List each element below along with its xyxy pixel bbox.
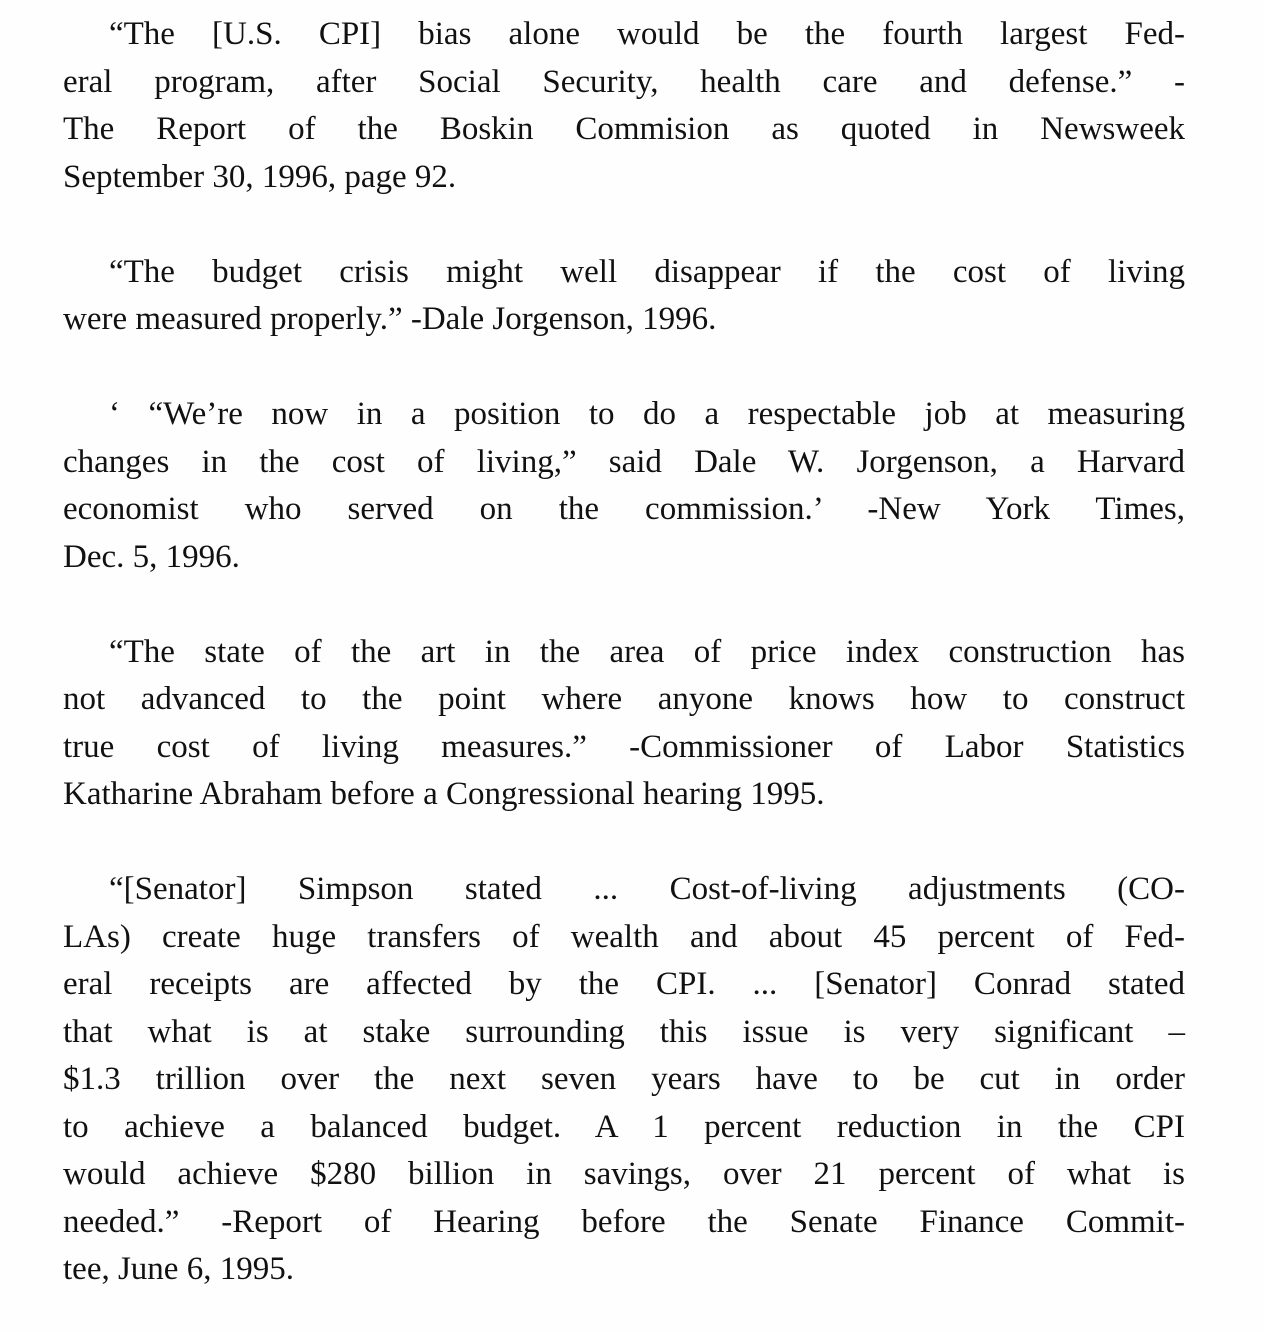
text-line: “The state of the art in the area of price index construction has	[109, 633, 1185, 670]
quote-nyt-jorgenson	[63, 391, 1185, 581]
text-line: September 30, 1996, page 92.	[63, 158, 457, 195]
text-line: “The [U.S. CPI] bias alone would be the fourth largest Fed-	[109, 16, 1185, 52]
text-line: The Report of the Boskin Commision as quoted in Newsweek	[63, 111, 1185, 147]
quote-senate-finance-hearing	[63, 866, 1185, 1294]
quote-jorgenson-budget-crisis	[63, 249, 1185, 344]
text-line: would achieve $280 billion in savings, over 21 percent of what is	[63, 1156, 1185, 1192]
text-line: ‘ “We’re now in a position to do a respectable job at measuring	[109, 396, 1185, 432]
text-line: needed.” -Report of Hearing before the Senate Finance Commit-	[63, 1203, 1185, 1240]
quote-boskin-commission	[63, 11, 1185, 201]
text-line: were measured properly.” -Dale Jorgenson, 1996.	[63, 301, 717, 337]
text-line: Dec. 5, 1996.	[63, 538, 240, 575]
text-line: LAs) create huge transfers of wealth and about 45 percent of Fed-	[63, 918, 1185, 955]
quote-katharine-abraham	[63, 629, 1185, 819]
text-line: “The budget crisis might well disappear if the cost of living	[109, 253, 1185, 290]
text-line: economist who served on the commission.’ -New York Times,	[63, 491, 1185, 527]
text-line: tee, June 6, 1995.	[63, 1251, 294, 1287]
text-line: that what is at stake surrounding this issue is very significant –	[63, 1013, 1185, 1050]
text-line: true cost of living measures.” -Commissioner of Labor Statistics	[63, 728, 1185, 765]
text-line: changes in the cost of living,” said Dale W. Jorgenson, a Harvard	[63, 443, 1185, 480]
text-line: “[Senator] Simpson stated ... Cost-of-living adjustments (CO-	[109, 871, 1185, 907]
text-line: not advanced to the point where anyone knows how to construct	[63, 681, 1185, 717]
text-line: eral program, after Social Security, health care and defense.” -	[63, 63, 1185, 100]
text-line: Katharine Abraham before a Congressional hearing 1995.	[63, 776, 825, 812]
text-line: eral receipts are affected by the CPI. ... [Senator] Conrad stated	[63, 966, 1185, 1002]
text-line: to achieve a balanced budget. A 1 percent reduction in the CPI	[63, 1108, 1185, 1145]
text-line: $1.3 trillion over the next seven years have to be cut in order	[63, 1061, 1185, 1097]
